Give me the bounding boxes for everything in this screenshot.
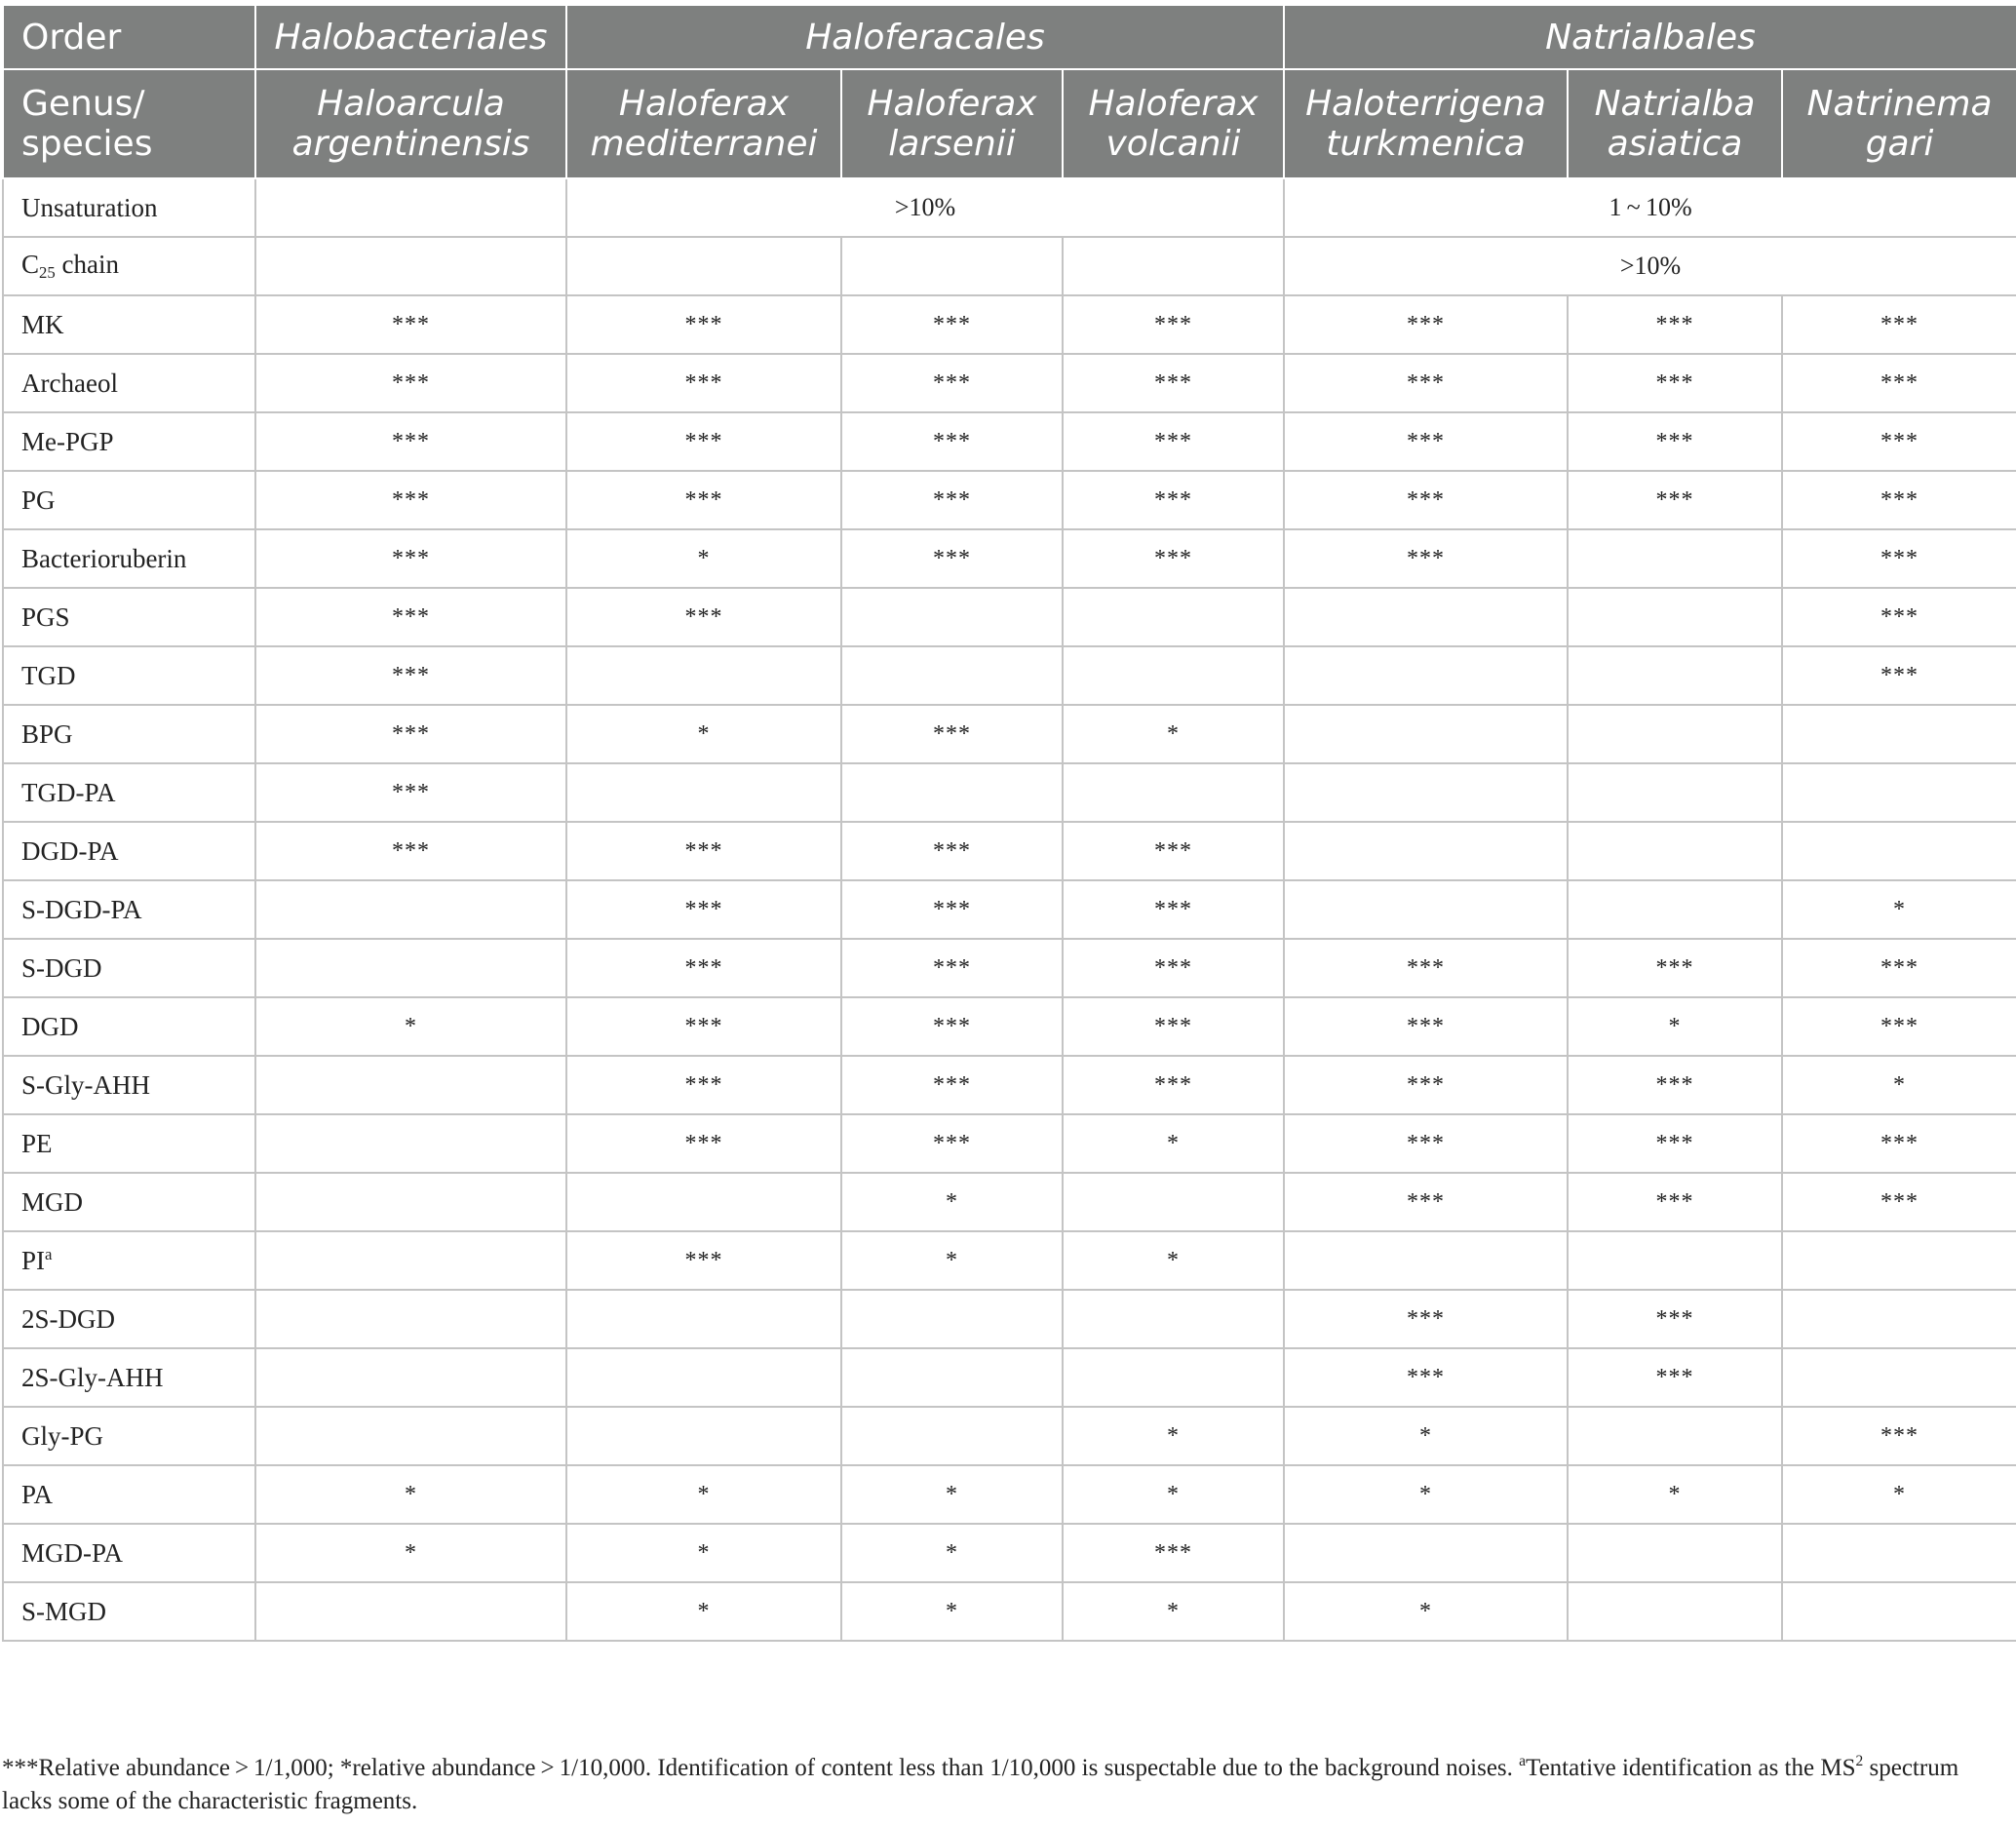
abundance-cell (1568, 822, 1782, 880)
abundance-cell (566, 1348, 841, 1407)
abundance-cell (255, 1407, 566, 1465)
lipid-name (3, 763, 255, 822)
order-halobacteriales: Halobacteriales (255, 5, 566, 69)
abundance-cell: *** (255, 646, 566, 705)
abundance-cell: * (255, 1524, 566, 1582)
abundance-cell: *** (566, 822, 841, 880)
lipid-name-text: MGD (21, 1186, 84, 1217)
species-epithet: mediterranei (590, 124, 818, 164)
abundance-cell: *** (566, 354, 841, 412)
abundance-cell: *** (255, 412, 566, 471)
abundance-cell: * (566, 1582, 841, 1641)
unsaturation-row (3, 178, 2016, 237)
abundance-cell: *** (1284, 1114, 1568, 1173)
abundance-cell: *** (1063, 471, 1284, 529)
abundance-cell: * (1284, 1407, 1568, 1465)
table-cell (841, 237, 1063, 295)
species-haloferax-larsenii (841, 69, 1063, 178)
species-haloarcula-argentinensis (255, 69, 566, 178)
abundance-cell: *** (1568, 1114, 1782, 1173)
footnote-sup-a: a (1519, 1753, 1527, 1769)
abundance-cell: *** (1284, 939, 1568, 997)
abundance-cell: *** (1782, 646, 2016, 705)
abundance-cell (1063, 646, 1284, 705)
abundance-cell (1782, 822, 2016, 880)
c25-chain-label (3, 237, 255, 295)
abundance-cell: *** (1568, 1348, 1782, 1407)
abundance-cell (1782, 763, 2016, 822)
genus-label-line1: Genus/ (21, 84, 145, 124)
table-row (3, 295, 2016, 354)
lipid-name-text: PA (21, 1479, 54, 1509)
abundance-cell: * (1782, 880, 2016, 939)
lipid-name (3, 997, 255, 1056)
genus-row (3, 69, 2016, 178)
abundance-cell: *** (841, 939, 1063, 997)
abundance-cell: *** (1782, 588, 2016, 646)
abundance-cell: *** (1063, 295, 1284, 354)
abundance-cell: * (566, 1465, 841, 1524)
lipid-name (3, 1465, 255, 1524)
abundance-cell (1284, 646, 1568, 705)
abundance-cell: *** (255, 354, 566, 412)
abundance-cell: *** (841, 471, 1063, 529)
abundance-cell (841, 763, 1063, 822)
unsaturation-haloferacales: >10% (566, 178, 1284, 237)
abundance-cell: *** (1284, 412, 1568, 471)
lipid-name-text: Gly-PG (21, 1420, 104, 1451)
species-epithet: volcanii (1105, 124, 1241, 164)
abundance-cell: * (1063, 1231, 1284, 1290)
footnote-part2: Tentative identification as the MS (1526, 1755, 1856, 1781)
abundance-cell (255, 939, 566, 997)
abundance-cell (1568, 1524, 1782, 1582)
table-row (3, 822, 2016, 880)
lipid-name (3, 354, 255, 412)
table-row (3, 354, 2016, 412)
lipid-name-text: S-DGD-PA (21, 894, 142, 924)
genus-label-line2: species (21, 124, 153, 164)
abundance-cell: * (1063, 1582, 1284, 1641)
abundance-cell: *** (1782, 412, 2016, 471)
abundance-cell (841, 646, 1063, 705)
species-natrinema-gari (1782, 69, 2016, 178)
species-epithet: larsenii (888, 124, 1016, 164)
abundance-cell (255, 1231, 566, 1290)
abundance-cell: * (841, 1582, 1063, 1641)
abundance-cell (566, 1173, 841, 1231)
abundance-cell: *** (841, 880, 1063, 939)
abundance-cell: *** (1568, 1173, 1782, 1231)
lipid-name-superscript: a (45, 1245, 53, 1263)
abundance-cell (1063, 1348, 1284, 1407)
abundance-cell: *** (1063, 529, 1284, 588)
abundance-cell: *** (1782, 295, 2016, 354)
lipid-name (3, 1407, 255, 1465)
c25-natrialbales: >10% (1284, 237, 2016, 295)
order-haloferacales: Haloferacales (566, 5, 1284, 69)
table-cell (566, 237, 841, 295)
abundance-cell: *** (1284, 354, 1568, 412)
lipid-name-text: S-DGD (21, 952, 102, 983)
abundance-cell: *** (841, 354, 1063, 412)
table-row (3, 529, 2016, 588)
abundance-cell: * (1063, 1465, 1284, 1524)
abundance-cell: *** (1284, 295, 1568, 354)
lipid-name (3, 1114, 255, 1173)
abundance-cell: * (1568, 1465, 1782, 1524)
abundance-cell (1568, 646, 1782, 705)
abundance-cell: *** (1063, 1524, 1284, 1582)
species-epithet: argentinensis (291, 124, 530, 164)
species-epithet: turkmenica (1326, 124, 1526, 164)
footnote-part1: ***Relative abundance > 1/1,000; *relative abundance > 1/10,000. Identification of content less than 1/10,000 is suspectable due to the background noises. (2, 1755, 1520, 1781)
species-genus: Haloferax (1088, 84, 1259, 124)
species-genus: Natrialba (1594, 84, 1756, 124)
abundance-cell (255, 1290, 566, 1348)
abundance-cell: *** (1568, 471, 1782, 529)
abundance-cell: *** (1063, 354, 1284, 412)
abundance-cell: *** (841, 295, 1063, 354)
species-haloferax-mediterranei (566, 69, 841, 178)
abundance-cell: * (1782, 1056, 2016, 1114)
unsaturation-natrialbales: 1 ~ 10% (1284, 178, 2016, 237)
lipid-name (3, 1290, 255, 1348)
table-cell (255, 237, 566, 295)
abundance-cell: *** (1284, 529, 1568, 588)
c25-suffix: chain (55, 250, 119, 279)
abundance-cell: *** (1063, 997, 1284, 1056)
abundance-cell (1568, 529, 1782, 588)
abundance-cell: *** (841, 705, 1063, 763)
lipid-name (3, 705, 255, 763)
abundance-cell (841, 1290, 1063, 1348)
species-genus: Haloterrigena (1305, 84, 1546, 124)
abundance-cell (566, 1407, 841, 1465)
abundance-cell: *** (566, 1056, 841, 1114)
abundance-cell: *** (255, 822, 566, 880)
abundance-cell: *** (1284, 997, 1568, 1056)
order-natrialbales: Natrialbales (1284, 5, 2016, 69)
lipid-name-text: DGD (21, 1011, 79, 1041)
table-row (3, 1231, 2016, 1290)
abundance-cell: *** (1568, 1290, 1782, 1348)
abundance-cell: * (255, 997, 566, 1056)
abundance-cell: * (841, 1524, 1063, 1582)
lipid-name (3, 1582, 255, 1641)
table-row (3, 1407, 2016, 1465)
abundance-cell: * (841, 1465, 1063, 1524)
table-row (3, 588, 2016, 646)
species-epithet: asiatica (1607, 124, 1743, 164)
abundance-cell: *** (1063, 822, 1284, 880)
table-row (3, 646, 2016, 705)
abundance-cell (1284, 822, 1568, 880)
abundance-cell: * (841, 1231, 1063, 1290)
lipid-name-text: MK (21, 309, 64, 339)
abundance-cell (841, 1407, 1063, 1465)
abundance-cell: *** (566, 1231, 841, 1290)
abundance-cell: * (841, 1173, 1063, 1231)
species-epithet: gari (1865, 124, 1934, 164)
abundance-cell (1063, 1290, 1284, 1348)
abundance-cell (1782, 1348, 2016, 1407)
abundance-cell: * (566, 1524, 841, 1582)
abundance-cell (841, 1348, 1063, 1407)
abundance-cell: *** (1063, 1056, 1284, 1114)
abundance-cell: * (1063, 1407, 1284, 1465)
lipid-name-text: TGD (21, 660, 76, 690)
abundance-cell: *** (255, 471, 566, 529)
table-row (3, 939, 2016, 997)
abundance-cell (1782, 705, 2016, 763)
table-row (3, 705, 2016, 763)
order-row (3, 5, 2016, 69)
lipid-name-text: Archaeol (21, 368, 118, 398)
abundance-cell: *** (255, 763, 566, 822)
table-row (3, 1056, 2016, 1114)
abundance-cell (1063, 1173, 1284, 1231)
c25-chain-row (3, 237, 2016, 295)
abundance-cell: *** (1782, 997, 2016, 1056)
abundance-cell (255, 1582, 566, 1641)
abundance-cell: *** (841, 412, 1063, 471)
abundance-cell: *** (1568, 939, 1782, 997)
abundance-cell: *** (1568, 412, 1782, 471)
abundance-cell: *** (841, 529, 1063, 588)
lipid-name (3, 1348, 255, 1407)
species-genus: Natrinema (1806, 84, 1993, 124)
abundance-cell: *** (1063, 412, 1284, 471)
abundance-cell: *** (1284, 1348, 1568, 1407)
lipid-table-container (2, 4, 2016, 1642)
abundance-cell (1568, 763, 1782, 822)
abundance-cell (1284, 588, 1568, 646)
abundance-cell (1063, 763, 1284, 822)
abundance-cell: * (566, 529, 841, 588)
abundance-cell: * (1782, 1465, 2016, 1524)
table-row (3, 997, 2016, 1056)
abundance-cell (1568, 1231, 1782, 1290)
abundance-cell: *** (255, 529, 566, 588)
abundance-cell: *** (1782, 529, 2016, 588)
species-genus: Haloferax (867, 84, 1037, 124)
abundance-cell: *** (566, 1114, 841, 1173)
abundance-cell: *** (1568, 354, 1782, 412)
abundance-cell: *** (1568, 1056, 1782, 1114)
footnote-sup-2: 2 (1855, 1753, 1864, 1769)
abundance-cell: *** (1782, 471, 2016, 529)
lipid-name-text: DGD-PA (21, 835, 119, 866)
order-label: Order (3, 5, 255, 69)
footnote-part3: spectrum lacks some of the characteristic fragments. (2, 1755, 1959, 1814)
species-haloterrigena-turkmenica (1284, 69, 1568, 178)
abundance-cell: *** (1782, 1114, 2016, 1173)
lipid-name-text: BPG (21, 718, 73, 749)
abundance-cell (1568, 1407, 1782, 1465)
lipid-name-text: MGD-PA (21, 1537, 124, 1568)
abundance-cell (1284, 1231, 1568, 1290)
lipid-name-text: PI (21, 1246, 46, 1275)
lipid-name (3, 822, 255, 880)
abundance-cell: * (1284, 1465, 1568, 1524)
lipid-name-text: PG (21, 485, 56, 515)
table-footnote (2, 1745, 2010, 1818)
abundance-cell: * (1568, 997, 1782, 1056)
lipid-name (3, 1524, 255, 1582)
abundance-cell: *** (566, 471, 841, 529)
table-row (3, 412, 2016, 471)
lipid-name (3, 1056, 255, 1114)
lipid-name-text: S-Gly-AHH (21, 1069, 150, 1100)
abundance-cell: *** (1284, 471, 1568, 529)
lipid-name (3, 939, 255, 997)
table-cell (1063, 237, 1284, 295)
abundance-cell (1284, 880, 1568, 939)
abundance-cell: *** (566, 880, 841, 939)
table-row (3, 1114, 2016, 1173)
abundance-cell: * (1063, 1114, 1284, 1173)
abundance-cell: *** (1063, 880, 1284, 939)
abundance-cell: *** (255, 705, 566, 763)
lipid-name-text: 2S-DGD (21, 1303, 116, 1334)
lipid-name-text: PGS (21, 602, 70, 632)
abundance-cell (255, 1348, 566, 1407)
abundance-cell: *** (841, 1114, 1063, 1173)
table-header (3, 5, 2016, 178)
abundance-cell: *** (841, 822, 1063, 880)
abundance-cell (1782, 1582, 2016, 1641)
abundance-cell (255, 1056, 566, 1114)
species-haloferax-volcanii (1063, 69, 1284, 178)
lipid-name-text: Bacterioruberin (21, 543, 187, 573)
lipid-name (3, 295, 255, 354)
abundance-cell: *** (1782, 939, 2016, 997)
abundance-cell (566, 1290, 841, 1348)
unsaturation-label: Unsaturation (3, 178, 255, 237)
table-row (3, 880, 2016, 939)
lipid-name (3, 880, 255, 939)
table-row (3, 1348, 2016, 1407)
c25-prefix: C (21, 250, 40, 279)
table-row (3, 763, 2016, 822)
lipid-name-text: TGD-PA (21, 777, 116, 807)
abundance-cell: *** (255, 295, 566, 354)
abundance-cell: * (1284, 1582, 1568, 1641)
table-row (3, 1173, 2016, 1231)
abundance-cell: *** (566, 412, 841, 471)
lipid-name (3, 529, 255, 588)
lipid-name-text: Me-PGP (21, 426, 114, 456)
abundance-cell: *** (566, 997, 841, 1056)
genus-label (3, 69, 255, 178)
table-body (3, 178, 2016, 1641)
lipid-name (3, 588, 255, 646)
lipid-name (3, 1231, 255, 1290)
abundance-cell: *** (566, 295, 841, 354)
abundance-cell (1063, 588, 1284, 646)
abundance-cell: *** (1782, 1407, 2016, 1465)
abundance-cell: * (1063, 705, 1284, 763)
abundance-cell (1782, 1290, 2016, 1348)
abundance-cell: *** (1284, 1290, 1568, 1348)
lipid-name-text: PE (21, 1128, 53, 1158)
abundance-cell: *** (255, 588, 566, 646)
abundance-cell: *** (566, 588, 841, 646)
abundance-cell: *** (841, 1056, 1063, 1114)
table-row (3, 1290, 2016, 1348)
abundance-cell (1568, 880, 1782, 939)
species-natrialba-asiatica (1568, 69, 1782, 178)
abundance-cell (1568, 588, 1782, 646)
c25-subscript: 25 (39, 263, 56, 282)
abundance-cell: *** (1063, 939, 1284, 997)
abundance-cell (566, 763, 841, 822)
table-row (3, 471, 2016, 529)
abundance-cell (1568, 705, 1782, 763)
abundance-cell: *** (1284, 1173, 1568, 1231)
abundance-cell (1284, 1524, 1568, 1582)
abundance-cell: *** (1284, 1056, 1568, 1114)
lipid-name (3, 412, 255, 471)
species-genus: Haloferax (618, 84, 790, 124)
abundance-cell: *** (566, 939, 841, 997)
table-row (3, 1524, 2016, 1582)
species-genus: Haloarcula (317, 84, 505, 124)
table-row (3, 1465, 2016, 1524)
abundance-cell (1782, 1231, 2016, 1290)
abundance-cell: *** (841, 997, 1063, 1056)
abundance-cell (1284, 705, 1568, 763)
abundance-cell (1284, 763, 1568, 822)
abundance-cell (255, 1173, 566, 1231)
abundance-cell: * (566, 705, 841, 763)
lipid-distribution-table (2, 4, 2016, 1642)
abundance-cell: *** (1568, 295, 1782, 354)
lipid-name (3, 1173, 255, 1231)
abundance-cell (566, 646, 841, 705)
lipid-name (3, 646, 255, 705)
abundance-cell: *** (1782, 1173, 2016, 1231)
abundance-cell (841, 588, 1063, 646)
abundance-cell: * (255, 1465, 566, 1524)
lipid-name-text: S-MGD (21, 1596, 107, 1626)
abundance-cell (255, 1114, 566, 1173)
abundance-cell (1782, 1524, 2016, 1582)
table-cell (255, 178, 566, 237)
abundance-cell (255, 880, 566, 939)
abundance-cell: *** (1782, 354, 2016, 412)
abundance-cell (1568, 1582, 1782, 1641)
table-row (3, 1582, 2016, 1641)
lipid-name-text: 2S-Gly-AHH (21, 1362, 164, 1392)
lipid-name (3, 471, 255, 529)
